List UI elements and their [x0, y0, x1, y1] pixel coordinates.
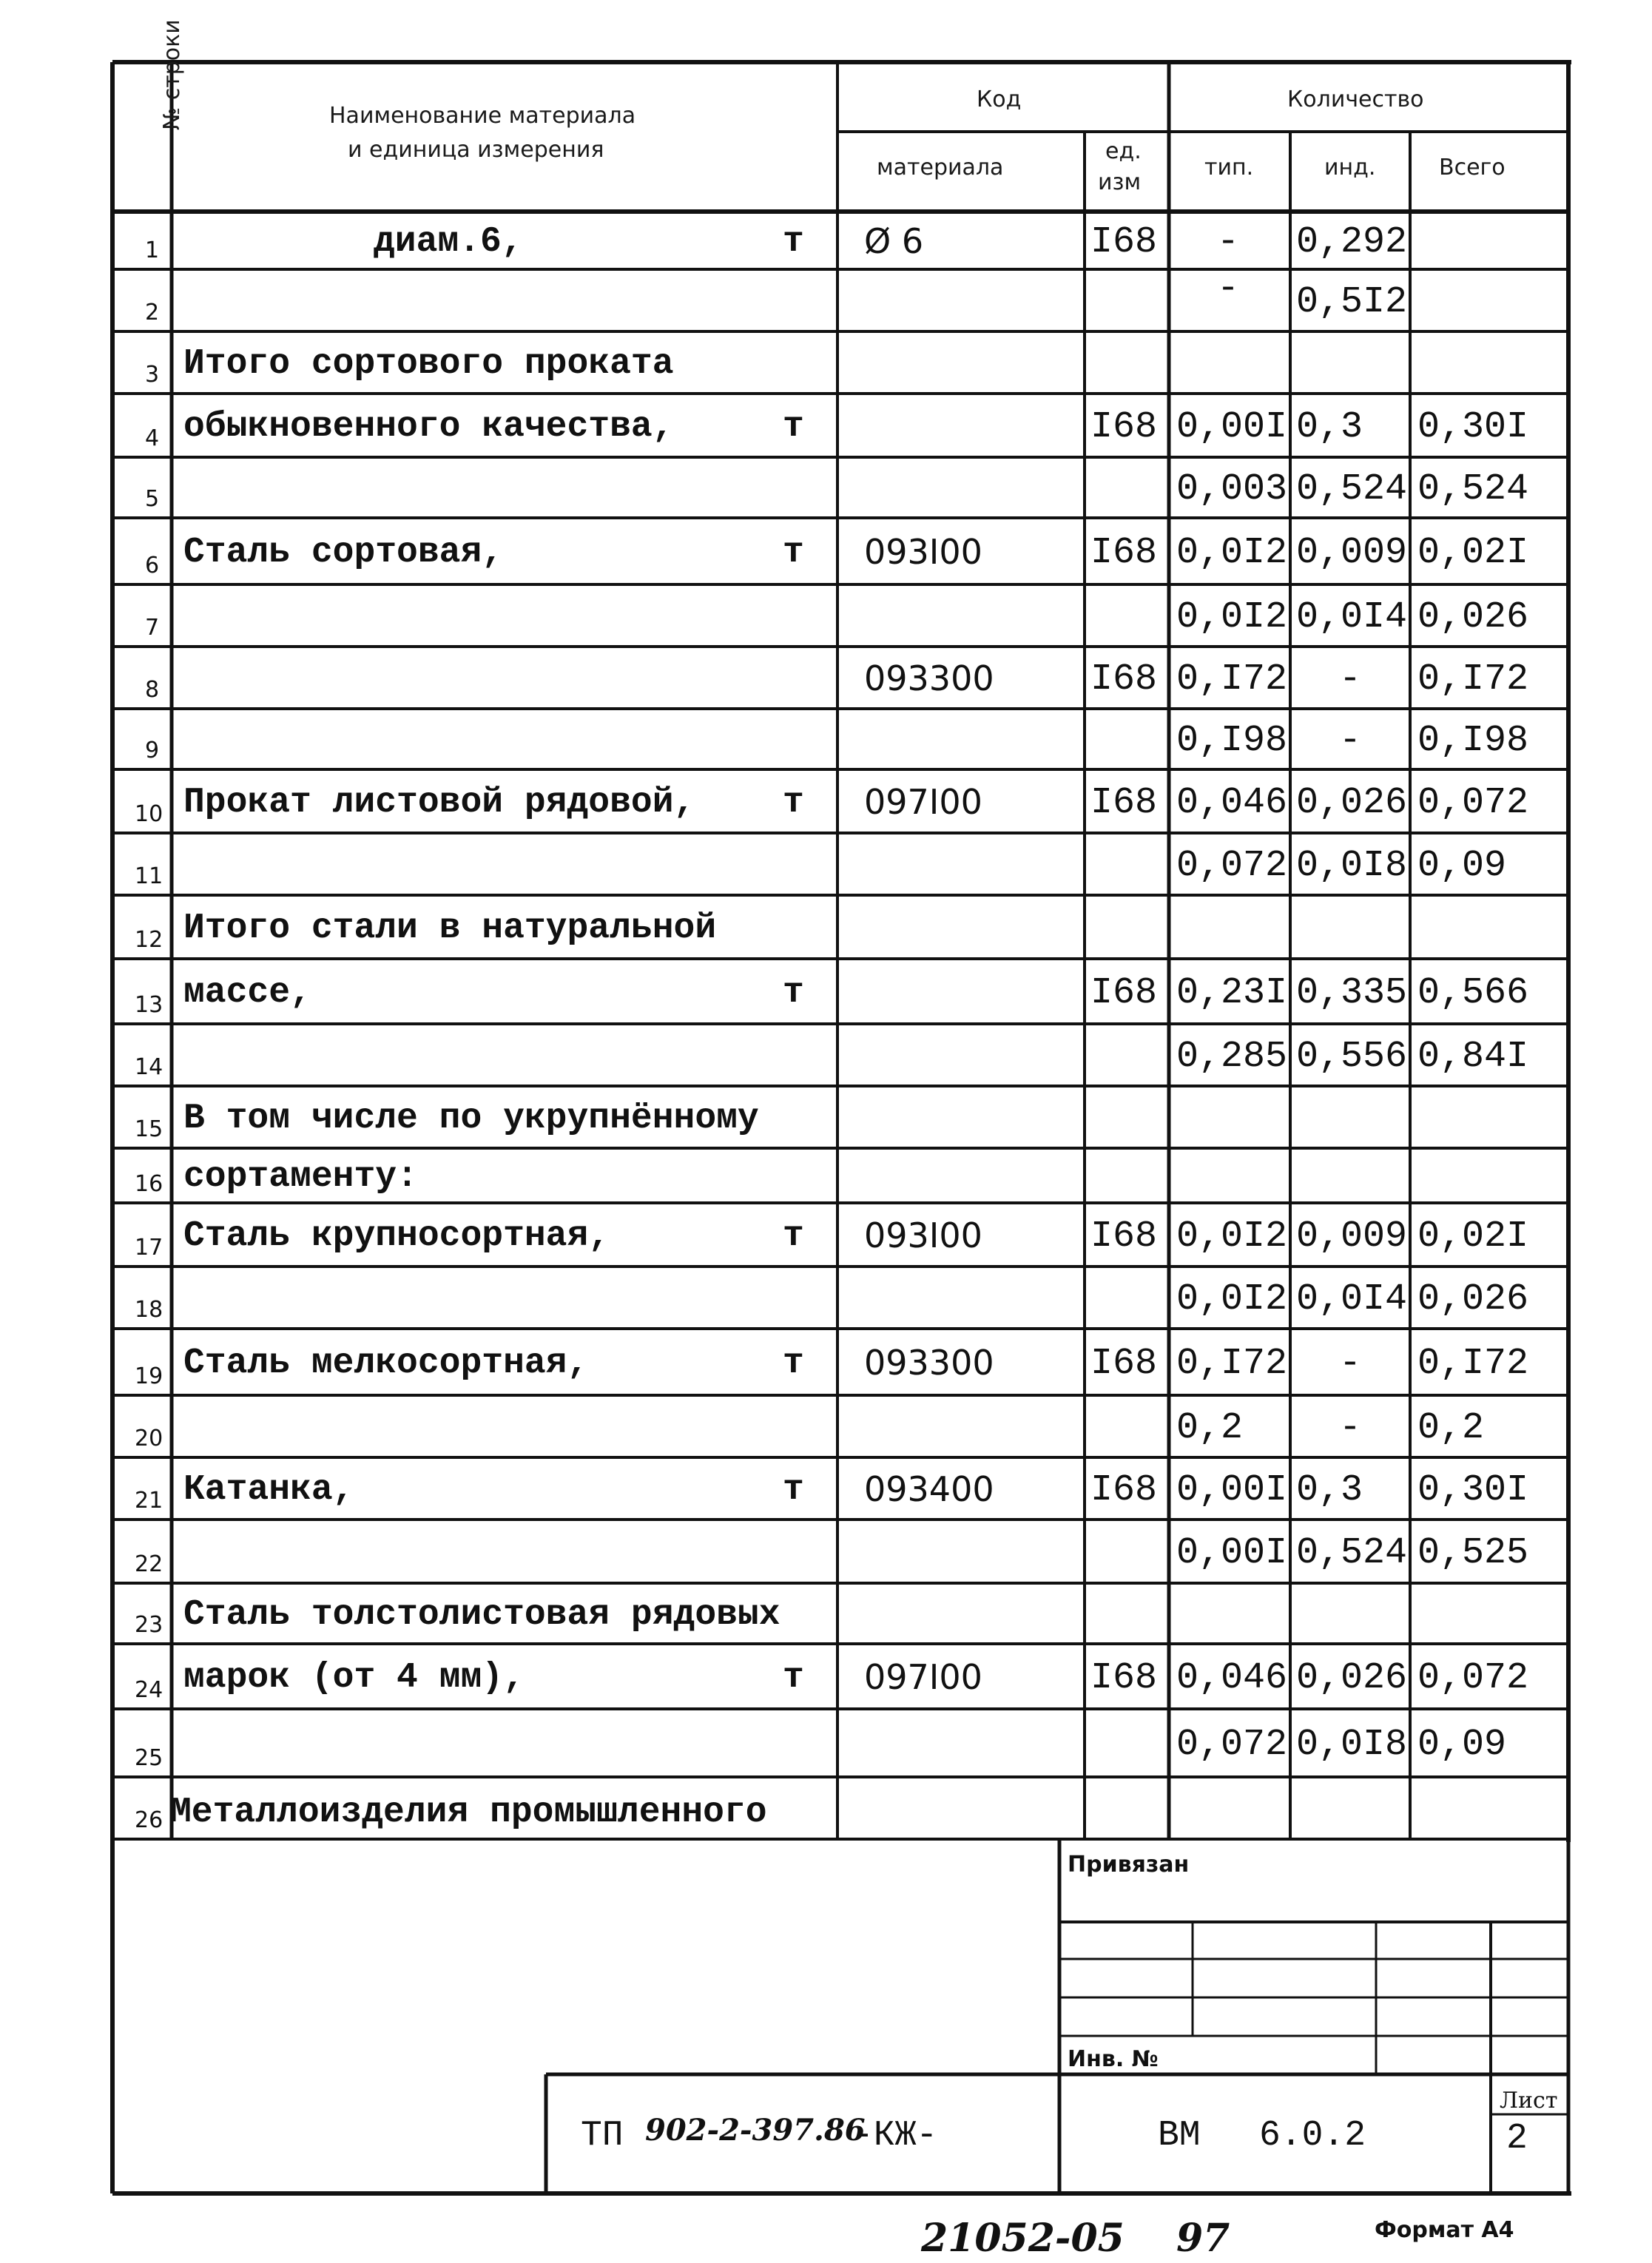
material-code: 093400 [864, 1469, 994, 1509]
row-number: 25 [135, 1745, 163, 1771]
row-number: 7 [145, 615, 160, 641]
row-number: 26 [135, 1807, 163, 1833]
row-number: 2 [145, 300, 160, 326]
sheet-label: Лист [1500, 2088, 1558, 2114]
header-qty-total: Всего [1439, 155, 1506, 181]
row-number: 3 [145, 362, 160, 388]
qty-total: 0,525 [1417, 1532, 1529, 1574]
qty-total: 0,026 [1417, 596, 1529, 638]
material-name: В том числе по укрупнённому [183, 1099, 759, 1139]
qty-typical: 0,0I2 [1176, 1278, 1288, 1321]
header-qty-ind: инд. [1324, 155, 1376, 181]
material-code: 097I00 [864, 782, 982, 822]
unit-code: I68 [1090, 658, 1158, 701]
qty-total: 0,I72 [1417, 1343, 1529, 1385]
row-number: 4 [145, 425, 160, 451]
qty-total: 0,30I [1417, 406, 1529, 448]
material-name: Катанка, [183, 1470, 354, 1510]
qty-individual: 0,026 [1296, 1657, 1408, 1699]
qty-total: 0,84I [1417, 1036, 1529, 1078]
qty-typical: 0,00I [1176, 406, 1288, 448]
doc-vm: ВМ [1158, 2116, 1201, 2156]
qty-individual: - [1339, 1343, 1362, 1385]
qty-typical: 0,0I2 [1176, 1215, 1288, 1258]
row-number: 22 [135, 1551, 163, 1577]
qty-individual: 0,009 [1296, 1215, 1408, 1258]
archive-number: 21052-05 [921, 2216, 1125, 2261]
unit-code: I68 [1090, 406, 1158, 448]
qty-individual: 0,026 [1296, 782, 1408, 824]
row-number: 24 [135, 1677, 163, 1703]
unit-symbol: т [783, 533, 804, 573]
qty-total: 0,566 [1417, 972, 1529, 1014]
material-name: Итого сортового проката [183, 344, 674, 384]
qty-typical: - [1217, 221, 1240, 263]
qty-typical: 0,00I [1176, 1469, 1288, 1511]
unit-symbol: т [783, 1216, 804, 1256]
qty-individual: 0,524 [1296, 1532, 1408, 1574]
qty-total: 0,524 [1417, 468, 1529, 510]
qty-individual: 0,0I8 [1296, 845, 1408, 887]
doc-prefix: ТП [581, 2116, 624, 2156]
row-number: 10 [135, 801, 163, 827]
unit-code: I68 [1090, 1469, 1158, 1511]
qty-typical: - [1217, 268, 1240, 310]
qty-total: 0,02I [1417, 532, 1529, 574]
unit-code: I68 [1090, 1343, 1158, 1385]
material-name: Металлоизделия промышленного [170, 1792, 767, 1832]
header-unit-line1: ед. [1105, 138, 1142, 164]
unit-code: I68 [1090, 532, 1158, 574]
material-code: 093I00 [864, 532, 982, 572]
qty-typical: 0,2 [1176, 1407, 1244, 1449]
material-code: Ø 6 [864, 221, 924, 261]
material-name: марок (от 4 мм), [183, 1658, 525, 1698]
material-code: 093300 [864, 1343, 994, 1383]
qty-total: 0,09 [1417, 1724, 1507, 1766]
qty-typical: 0,046 [1176, 782, 1288, 824]
material-name: Итого стали в натуральной [183, 908, 717, 948]
unit-symbol: т [783, 1658, 804, 1698]
unit-symbol: т [783, 1343, 804, 1383]
qty-typical: 0,072 [1176, 1724, 1288, 1766]
row-number: 8 [145, 677, 160, 703]
unit-symbol: т [783, 973, 804, 1013]
qty-total: 0,I98 [1417, 720, 1529, 762]
unit-code: I68 [1090, 782, 1158, 824]
qty-total: 0,30I [1417, 1469, 1529, 1511]
row-number: 1 [145, 237, 160, 263]
unit-symbol: т [783, 783, 804, 823]
row-number: 23 [135, 1612, 163, 1638]
qty-individual: 0,292 [1296, 221, 1408, 263]
header-code-material: материала [877, 155, 1004, 181]
unit-code: I68 [1090, 1657, 1158, 1699]
unit-symbol: т [783, 407, 804, 447]
material-name: диам.6, [374, 222, 523, 262]
material-name: Прокат листовой рядовой, [183, 783, 695, 823]
doc-section: 6.0.2 [1259, 2116, 1366, 2156]
header-qty-group: Количество [1287, 87, 1424, 112]
row-number: 14 [135, 1054, 163, 1080]
material-name: Сталь сортовая, [183, 533, 504, 573]
row-number: 5 [145, 486, 160, 512]
qty-individual: 0,3 [1296, 1469, 1363, 1511]
row-number: 12 [135, 927, 163, 953]
row-number: 17 [135, 1235, 163, 1261]
row-number: 6 [145, 553, 160, 579]
qty-typical: 0,0I2 [1176, 596, 1288, 638]
qty-total: 0,I72 [1417, 658, 1529, 701]
header-name-line2: и единица измерения [348, 137, 604, 163]
qty-typical: 0,I72 [1176, 1343, 1288, 1385]
qty-typical: 0,003 [1176, 468, 1288, 510]
qty-total: 0,2 [1417, 1407, 1485, 1449]
row-number: 13 [135, 992, 163, 1018]
qty-total: 0,09 [1417, 845, 1507, 887]
row-number: 19 [135, 1363, 163, 1389]
format-label: Формат А4 [1375, 2217, 1514, 2243]
qty-individual: 0,009 [1296, 532, 1408, 574]
doc-handwritten-number: 902-2-397.86 [645, 2113, 866, 2148]
unit-code: I68 [1090, 221, 1158, 263]
material-name: массе, [183, 973, 311, 1013]
row-number: 18 [135, 1297, 163, 1323]
unit-code: I68 [1090, 972, 1158, 1014]
qty-individual: 0,335 [1296, 972, 1408, 1014]
qty-typical: 0,0I2 [1176, 532, 1288, 574]
row-number: 15 [135, 1116, 163, 1142]
qty-total: 0,02I [1417, 1215, 1529, 1258]
qty-total: 0,026 [1417, 1278, 1529, 1321]
header-qty-typ: тип. [1204, 155, 1254, 181]
qty-individual: - [1339, 1407, 1362, 1449]
header-unit-line2: изм [1098, 169, 1142, 195]
qty-typical: 0,I72 [1176, 658, 1288, 701]
inv-number-label: Инв. № [1068, 2046, 1159, 2072]
row-number: 20 [135, 1426, 163, 1451]
qty-individual: 0,3 [1296, 406, 1363, 448]
qty-individual: 0,0I4 [1296, 596, 1408, 638]
row-number: 11 [135, 863, 163, 889]
qty-individual: 0,556 [1296, 1036, 1408, 1078]
material-name: Сталь крупносортная, [183, 1216, 610, 1256]
qty-individual: 0,524 [1296, 468, 1408, 510]
row-number: 9 [145, 738, 160, 763]
qty-individual: - [1339, 720, 1362, 762]
qty-individual: 0,0I4 [1296, 1278, 1408, 1321]
qty-individual: 0,0I8 [1296, 1724, 1408, 1766]
unit-symbol: т [783, 1470, 804, 1510]
privyazan-label: Привязан [1068, 1852, 1190, 1878]
unit-symbol: т [783, 222, 804, 262]
qty-typical: 0,00I [1176, 1532, 1288, 1574]
qty-typical: 0,046 [1176, 1657, 1288, 1699]
qty-typical: 0,072 [1176, 845, 1288, 887]
qty-individual: 0,5I2 [1296, 281, 1408, 323]
header-code-group: Код [977, 87, 1022, 112]
material-name: Сталь толстолистовая рядовых [183, 1595, 781, 1635]
material-code: 093I00 [864, 1215, 982, 1255]
material-name: сортаменту: [183, 1157, 418, 1197]
qty-typical: 0,285 [1176, 1036, 1288, 1078]
qty-typical: 0,I98 [1176, 720, 1288, 762]
qty-individual: - [1339, 658, 1362, 701]
qty-total: 0,072 [1417, 1657, 1529, 1699]
doc-suffix: -КЖ- [852, 2116, 938, 2156]
row-number: 21 [135, 1488, 163, 1514]
header-name-line1: Наименование материала [329, 103, 636, 129]
material-code: 093300 [864, 658, 994, 698]
archive-page: 97 [1176, 2216, 1230, 2261]
material-name: обыкновенного качества, [183, 407, 674, 447]
row-number: 16 [135, 1171, 163, 1197]
material-code: 097I00 [864, 1657, 982, 1697]
header-row-number: № строки [159, 19, 185, 130]
material-name: Сталь мелкосортная, [183, 1343, 589, 1383]
unit-code: I68 [1090, 1215, 1158, 1258]
qty-typical: 0,23I [1176, 972, 1288, 1014]
sheet-number: 2 [1506, 2119, 1528, 2159]
qty-total: 0,072 [1417, 782, 1529, 824]
